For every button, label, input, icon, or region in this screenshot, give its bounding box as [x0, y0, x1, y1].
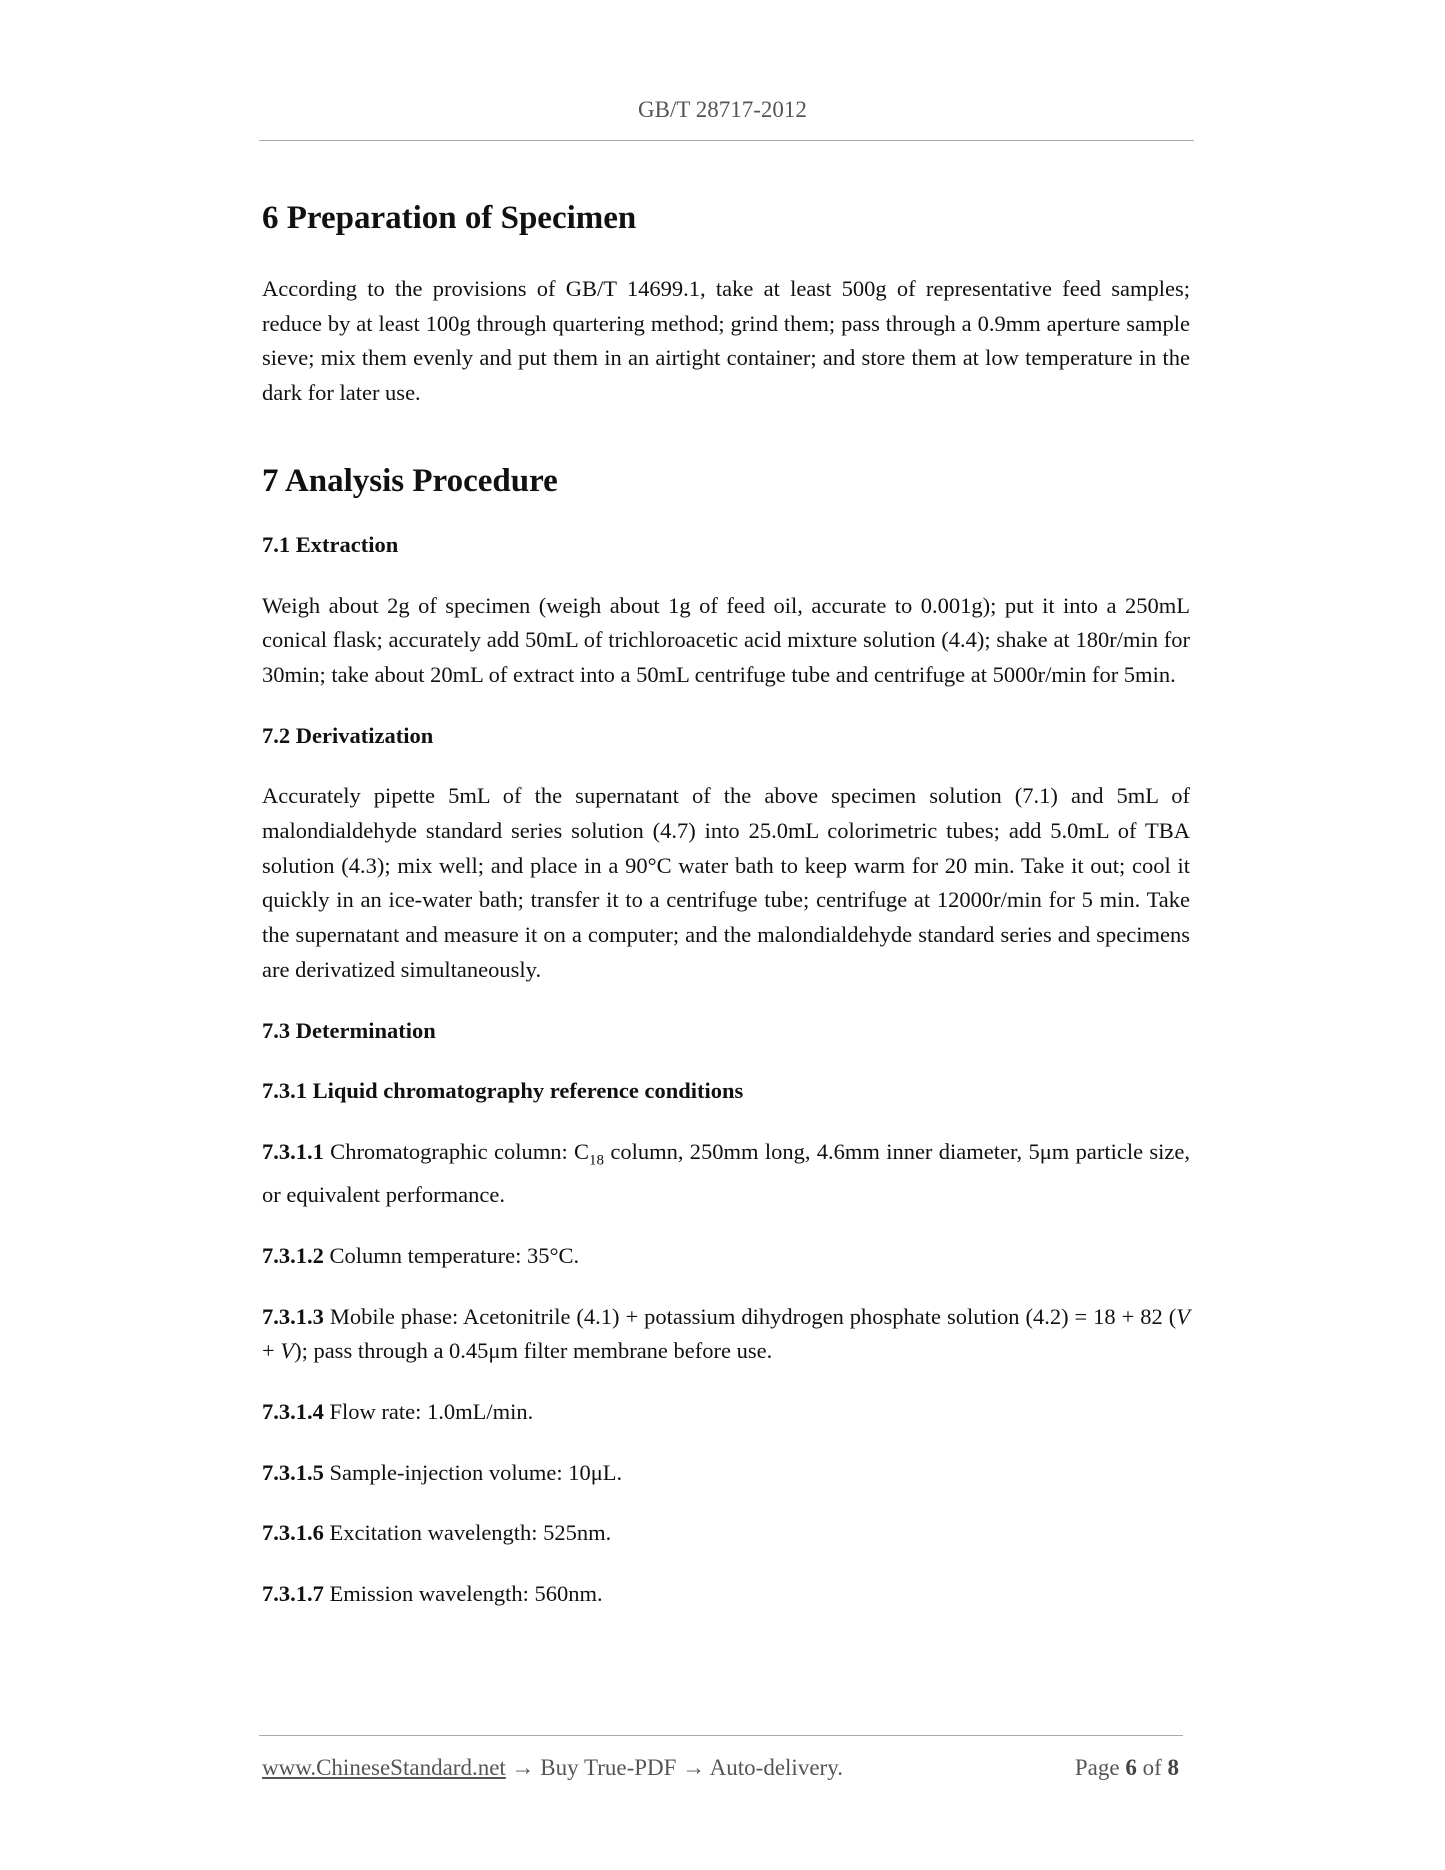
section-7-2-paragraph: Accurately pipette 5mL of the supernatant of the above specimen solution (7.1) and 5mL of malondialdehyde standard series solution (4.7) into 25.0mL colorimetric tubes; add 5.0mL of TBA solution (4.3); mix well; and place in a 90°C water bath to keep warm for 20 min. Take it out; cool it quickly in an ice-water bath; transfer it to a centrifuge tube; centrifuge at 12000r/min for 5 min. Take the supernatant and measure it on a computer; and the malondialdehyde standard series and specimens are derivatized simultaneously. [262, 783, 1190, 982]
page-number: 6 [1125, 1755, 1137, 1780]
section-7-2-heading: 7.2 Derivatization [262, 722, 434, 748]
item-text: Column temperature: 35°C. [323, 1242, 580, 1268]
item-7-3-1-4 [262, 1395, 1190, 1430]
footer-promo [262, 1752, 843, 1784]
section-6-heading: 6 Preparation of Specimen [262, 200, 637, 236]
of-label: of [1136, 1755, 1168, 1780]
item-number: 7.3.1.6 [262, 1520, 324, 1546]
subscript: 18 [589, 1152, 605, 1169]
document-header: GB/T 28717-2012 [638, 97, 807, 122]
item-text: ); pass through a 0.45μm filter membrane before use. [294, 1338, 773, 1364]
item-7-3-1-2 [262, 1239, 1190, 1274]
item-7-3-1-7 [262, 1577, 1190, 1612]
section-7-heading: 7 Analysis Procedure [262, 462, 558, 499]
website-link[interactable]: www.ChineseStandard.net [262, 1755, 506, 1780]
italic-v: V [280, 1338, 295, 1364]
arrow-icon: → [676, 1755, 710, 1780]
section-7-3-heading: 7.3 Determination [262, 1017, 436, 1043]
item-number: 7.3.1.3 [262, 1303, 324, 1329]
section-7-1-paragraph: Weigh about 2g of specimen (weigh about 1g of feed oil, accurate to 0.001g); put it into a 250mL conical flask; accurately add 50mL of trichloroacetic acid mixture solution (4.4); shake at 180r/min for 30min; take about 20mL of extract into a 50mL centrifuge tube and centrifuge at 5000r/min for 5min. [262, 592, 1190, 687]
item-7-3-1-1 [262, 1135, 1190, 1213]
item-7-3-1-3 [262, 1300, 1190, 1369]
item-text: Emission wavelength: 560nm. [323, 1581, 603, 1607]
section-7-1-heading: 7.1 Extraction [262, 531, 399, 557]
item-text: Flow rate: 1.0mL/min. [323, 1398, 534, 1424]
item-7-3-1-5 [262, 1456, 1190, 1491]
item-text: + [262, 1338, 281, 1364]
footer-divider [259, 1735, 1183, 1736]
arrow-icon: → [505, 1755, 541, 1780]
page-total: 8 [1167, 1755, 1179, 1780]
page-label: Page [1074, 1755, 1126, 1780]
item-number: 7.3.1.2 [262, 1242, 324, 1268]
item-number: 7.3.1.4 [262, 1398, 324, 1424]
item-number: 7.3.1.5 [262, 1459, 324, 1485]
item-text: column, 250mm long, 4.6mm inner diameter, 5μm particle size, or equivalent performance. [262, 1138, 1190, 1208]
item-number: 7.3.1.1 [262, 1138, 324, 1164]
item-7-3-1-6 [262, 1516, 1190, 1551]
item-text: Chromatographic column: C [323, 1138, 590, 1164]
item-text: Sample-injection volume: 10μL. [323, 1459, 623, 1485]
section-7-3-1-heading: 7.3.1 Liquid chromatography reference conditions [262, 1078, 744, 1104]
delivery-text: Auto-delivery. [709, 1755, 843, 1780]
italic-v: V [1176, 1303, 1190, 1329]
item-text: Excitation wavelength: 525nm. [323, 1520, 612, 1546]
buy-text: Buy True-PDF [540, 1755, 677, 1780]
item-text: Mobile phase: Acetonitrile (4.1) + potassium dihydrogen phosphate solution (4.2) = 18 + 82 ( [323, 1303, 1177, 1329]
item-number: 7.3.1.7 [262, 1581, 324, 1607]
section-6-paragraph: According to the provisions of GB/T 14699.1, take at least 500g of representative feed samples; reduce by at least 100g through quartering method; grind them; pass through a 0.9mm aperture sample sieve; mix them evenly and put them in an airtight container; and store them at low temperature in the dark for later use. [262, 276, 1190, 406]
page-content [262, 185, 1190, 1612]
page-indicator [1075, 1752, 1179, 1784]
header-divider [259, 140, 1194, 141]
